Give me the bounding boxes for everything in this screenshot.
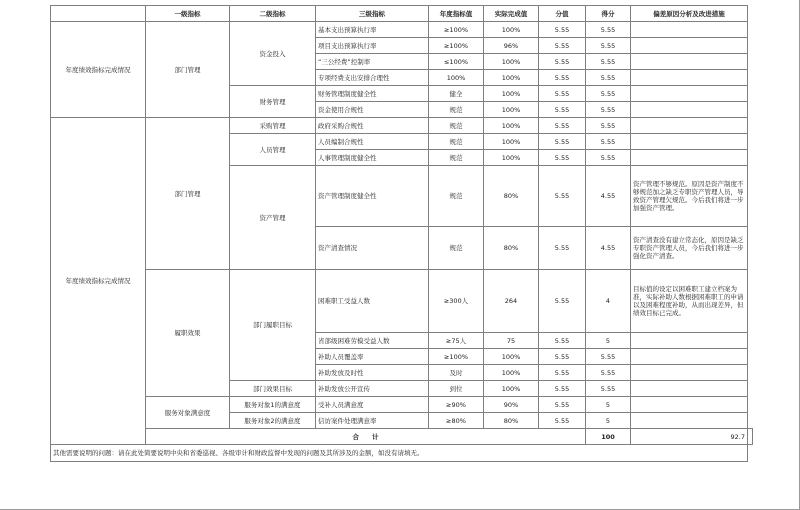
header-got: 得分: [586, 6, 631, 22]
target-value: 规范: [429, 166, 484, 227]
actual-value: 100%: [484, 70, 539, 86]
actual-value: 90%: [484, 397, 539, 413]
total-got: 92.7: [631, 429, 748, 445]
score-value: 5.55: [539, 86, 586, 102]
level1-label: 部门管理: [146, 22, 230, 118]
level1-label: 履职效果: [146, 270, 230, 397]
score-value: 5.55: [539, 333, 586, 349]
actual-value: 100%: [484, 102, 539, 118]
level1-label: 服务对象满意度: [146, 397, 230, 429]
score-value: 5.55: [539, 270, 586, 333]
header-level1: 一级指标: [146, 6, 230, 22]
score-value: 5.55: [539, 70, 586, 86]
score-value: 5.55: [539, 349, 586, 365]
actual-value: 264: [484, 270, 539, 333]
actual-value: 100%: [484, 381, 539, 397]
deviation-note: [631, 349, 748, 365]
group-label: 年度绩效指标完成情况: [51, 118, 146, 445]
header-target: 年度指标值: [429, 6, 484, 22]
actual-value: 100%: [484, 22, 539, 38]
score-value: 5.55: [539, 54, 586, 70]
indicator-name: 补助发放公开宣传: [316, 381, 429, 397]
target-value: 100%: [429, 70, 484, 86]
target-value: ≤100%: [429, 54, 484, 70]
level2-label: 人员管理: [230, 134, 316, 166]
score-value: 5.55: [539, 166, 586, 227]
target-value: ≥100%: [429, 22, 484, 38]
target-value: 规范: [429, 134, 484, 150]
target-value: 健全: [429, 86, 484, 102]
indicator-name: 项目支出预算执行率: [316, 38, 429, 54]
level2-label: 服务对象1的满意度: [230, 397, 316, 413]
score-value: 5.55: [539, 227, 586, 270]
indicator-name: 人员编制合规性: [316, 134, 429, 150]
target-value: 规范: [429, 102, 484, 118]
deviation-note: [631, 102, 748, 118]
deviation-note: [631, 381, 748, 397]
deviation-note: [631, 54, 748, 70]
got-value: 5.55: [586, 70, 631, 86]
indicator-name: 资产清查情况: [316, 227, 429, 270]
score-value: 5.55: [539, 413, 586, 429]
target-value: ≥80%: [429, 413, 484, 429]
indicator-name: 受补人员满意度: [316, 397, 429, 413]
level2-label: 服务对象2的满意度: [230, 413, 316, 429]
indicator-name: “三公经费”控制率: [316, 54, 429, 70]
actual-value: 80%: [484, 227, 539, 270]
total-score: 100: [586, 429, 631, 445]
actual-value: 75: [484, 333, 539, 349]
actual-value: 100%: [484, 365, 539, 381]
got-value: 5.55: [586, 22, 631, 38]
table-row: [51, 397, 753, 413]
target-value: 规范: [429, 118, 484, 134]
level2-label: 部门履职目标: [230, 270, 316, 381]
header-actual: 实际完成值: [484, 6, 539, 22]
header-score: 分值: [539, 6, 586, 22]
target-value: ≥90%: [429, 397, 484, 413]
total-note: [748, 429, 753, 445]
target-value: ≥100%: [429, 349, 484, 365]
header-deviation: 偏差原因分析及改进措施: [631, 6, 748, 22]
got-value: 5: [586, 397, 631, 413]
score-value: 5.55: [539, 118, 586, 134]
indicator-name: 信访案件处理满意率: [316, 413, 429, 429]
deviation-note: [631, 333, 748, 349]
deviation-note: [631, 38, 748, 54]
indicator-name: 补助发放及时性: [316, 365, 429, 381]
score-value: 5.55: [539, 22, 586, 38]
target-value: 规范: [429, 227, 484, 270]
indicator-name: 资产管理制度健全性: [316, 166, 429, 227]
indicator-name: 财务管理制度健全性: [316, 86, 429, 102]
footnote: 其他需要说明的问题：请在此处简要说明中央和省委巡视、各级审计和财政监督中发现的问题及其所涉及的金额，如没有请填无。: [51, 445, 748, 462]
indicator-name: 政府采购合规性: [316, 118, 429, 134]
table-row: [51, 22, 753, 38]
deviation-note: [631, 86, 748, 102]
deviation-note: 目标值的设定以困难职工建立档案为准，实际补助人数根据困难职工的申请以及困难程度补助，从而出现差异，但绩效目标已完成。: [631, 270, 748, 333]
score-value: 5.55: [539, 102, 586, 118]
deviation-note: [631, 70, 748, 86]
deviation-note: 资产管理不够规范。原因是资产制度不够规范加之缺乏专职资产管理人员，导致资产管理欠规范。今后我们将进一步加强资产管理。: [631, 166, 748, 227]
got-value: 4.55: [586, 166, 631, 227]
deviation-note: [631, 118, 748, 134]
got-value: 4: [586, 270, 631, 333]
got-value: 5.55: [586, 86, 631, 102]
score-value: 5.55: [539, 150, 586, 166]
actual-value: 100%: [484, 134, 539, 150]
actual-value: 80%: [484, 166, 539, 227]
level2-label: 资产管理: [230, 166, 316, 270]
table-row: [51, 118, 753, 134]
indicator-name: 基本支出预算执行率: [316, 22, 429, 38]
indicator-name: 人事管理制度健全性: [316, 150, 429, 166]
indicator-name: 补助人员覆盖率: [316, 349, 429, 365]
actual-value: 100%: [484, 349, 539, 365]
deviation-note: [631, 150, 748, 166]
total-row: [51, 429, 753, 445]
deviation-note: [631, 22, 748, 38]
target-value: ≥100%: [429, 38, 484, 54]
table-row: [51, 270, 753, 333]
header-level3: 三级指标: [316, 6, 429, 22]
got-value: 5.55: [586, 118, 631, 134]
score-value: 5.55: [539, 38, 586, 54]
got-value: 5.55: [586, 102, 631, 118]
header-row: [51, 6, 753, 22]
level2-label: 部门效果目标: [230, 381, 316, 397]
actual-value: 96%: [484, 38, 539, 54]
got-value: 5.55: [586, 381, 631, 397]
deviation-note: [631, 134, 748, 150]
target-value: ≥300人: [429, 270, 484, 333]
got-value: 5.55: [586, 134, 631, 150]
indicator-name: 资金使用合规性: [316, 102, 429, 118]
total-label: 合 计: [146, 429, 586, 445]
deviation-note: 资产清查没有建立常态化，原因是缺乏专职资产管理人员，今后我们将进一步强化资产清查。: [631, 227, 748, 270]
indicator-name: 专项经费支出安排合理性: [316, 70, 429, 86]
level2-label: 资金投入: [230, 22, 316, 86]
target-value: ≥75人: [429, 333, 484, 349]
score-value: 5.55: [539, 134, 586, 150]
group-label: 年度绩效指标完成情况: [51, 22, 146, 118]
level2-label: 财务管理: [230, 86, 316, 118]
got-value: 5.55: [586, 365, 631, 381]
target-value: 规范: [429, 150, 484, 166]
level1-label: 部门管理: [146, 118, 230, 270]
got-value: 5: [586, 413, 631, 429]
got-value: 5.55: [586, 54, 631, 70]
actual-value: 100%: [484, 118, 539, 134]
score-value: 5.55: [539, 365, 586, 381]
actual-value: 100%: [484, 54, 539, 70]
actual-value: 80%: [484, 413, 539, 429]
header-blank: [51, 6, 146, 22]
indicator-name: 省部级困难劳模受益人数: [316, 333, 429, 349]
footnote-row: [51, 445, 753, 462]
deviation-note: [631, 397, 748, 413]
deviation-note: [631, 413, 748, 429]
indicator-name: 困难职工受益人数: [316, 270, 429, 333]
got-value: 4.55: [586, 227, 631, 270]
got-value: 5: [586, 333, 631, 349]
got-value: 5.55: [586, 349, 631, 365]
target-value: 及时: [429, 365, 484, 381]
performance-table: [50, 5, 753, 462]
got-value: 5.55: [586, 38, 631, 54]
actual-value: 100%: [484, 86, 539, 102]
level2-label: 采购管理: [230, 118, 316, 134]
got-value: 5.55: [586, 150, 631, 166]
actual-value: 100%: [484, 150, 539, 166]
score-value: 5.55: [539, 397, 586, 413]
header-level2: 二级指标: [230, 6, 316, 22]
score-value: 5.55: [539, 381, 586, 397]
deviation-note: [631, 365, 748, 381]
target-value: 到位: [429, 381, 484, 397]
